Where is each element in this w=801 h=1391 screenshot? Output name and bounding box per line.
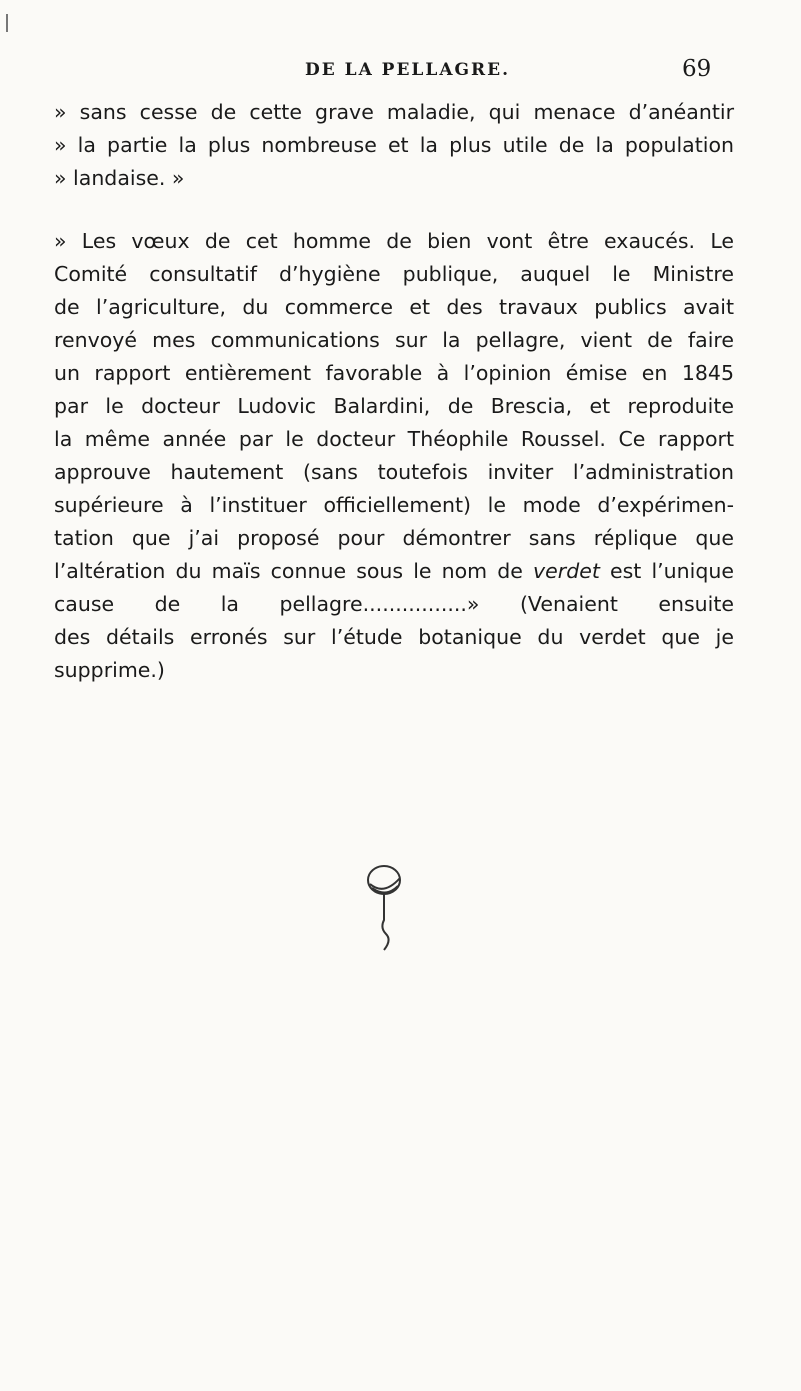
italic-word: verdet: [533, 559, 600, 583]
text-line: cause de la pellagre................» (Venaient ensuite: [54, 592, 734, 616]
running-title: DE LA PELLAGRE.: [305, 60, 511, 80]
text-line: approuve hautement (sans toutefois inviter l’administration: [54, 460, 734, 484]
text-line: Comité consultatif d’hygiène publique, auquel le Ministre: [54, 262, 734, 286]
text-line: » la partie la plus nombreuse et la plus utile de la population: [54, 133, 734, 157]
page-number: 69: [682, 56, 712, 82]
text-line: de l’agriculture, du commerce et des travaux publics avait: [54, 295, 734, 319]
text-line: par le docteur Ludovic Balardini, de Brescia, et reproduite: [54, 394, 734, 418]
text-line: » Les vœux de cet homme de bien vont être exaucés. Le: [54, 229, 734, 253]
text-line: la même année par le docteur Théophile Roussel. Ce rapport: [54, 427, 734, 451]
text-line: supérieure à l’instituer officiellement) le mode d’expérimen-: [54, 493, 734, 517]
text-line: renvoyé mes communications sur la pellagre, vient de faire: [54, 328, 734, 352]
text-segment: l’altération du maïs connue sous le nom de: [54, 559, 523, 583]
text-line: » sans cesse de cette grave maladie, qui menace d’anéantir: [54, 100, 734, 124]
text-line: des détails erronés sur l’étude botanique du verdet que je: [54, 625, 734, 649]
text-line: un rapport entièrement favorable à l’opinion émise en 1845: [54, 361, 734, 385]
text-line: supprime.): [54, 658, 165, 682]
margin-mark: [6, 14, 8, 32]
text-line: tation que j’ai proposé pour démontrer sans réplique que: [54, 526, 734, 550]
body-text: [54, 96, 734, 687]
text-segment: est l’unique: [610, 559, 734, 583]
text-line: [54, 555, 734, 588]
text-line: » landaise. »: [54, 166, 185, 190]
handwritten-mark-icon: [362, 858, 410, 958]
running-head: [0, 56, 801, 90]
